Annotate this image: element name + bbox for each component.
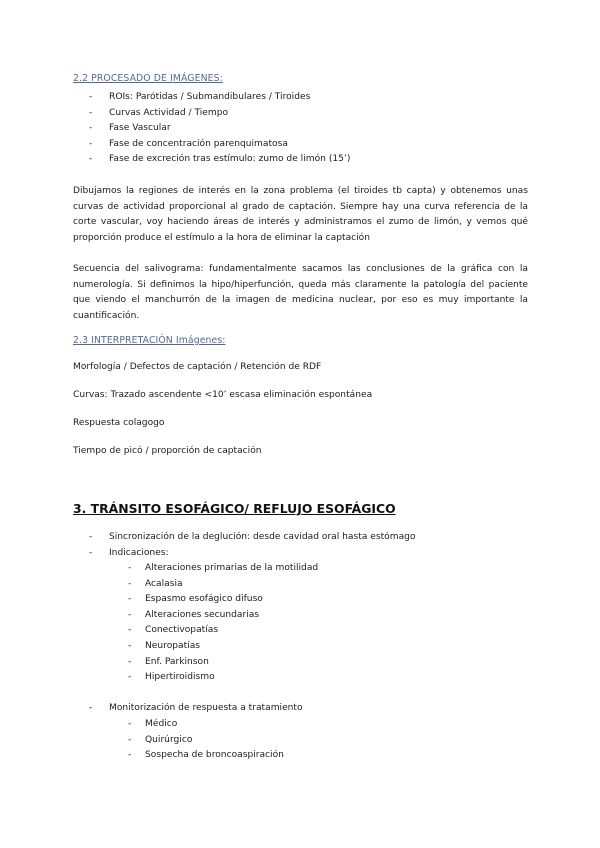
list-item: - ROIs: Parótidas / Submandibulares / Tiroides (109, 90, 350, 106)
list-item: - Neuropatías (145, 639, 318, 655)
section-heading: 2.3 INTERPRETACIÓN Imágenes: (73, 335, 226, 346)
bullet-list (109, 701, 303, 717)
list-item: - Alteraciones primarias de la motilidad (145, 561, 318, 577)
list-item: - Sospecha de broncoaspiración (145, 748, 284, 764)
list-item: - Fase Vascular (109, 121, 350, 137)
list-item: - Indicaciones: (109, 546, 416, 562)
list-item: - Curvas Actividad / Tiempo (109, 106, 350, 122)
list-item: - Sincronización de la deglución: desde cavidad oral hasta estómago (109, 530, 416, 546)
sub-bullet-list (145, 561, 318, 686)
text-line: Tiempo de picó / proporción de captación (73, 446, 262, 456)
bullet-list (109, 90, 350, 168)
list-item: - Conectivopatías (145, 623, 318, 639)
list-item: - Fase de excreción tras estímulo: zumo de limón (15’) (109, 152, 350, 168)
list-item: - Quirúrgico (145, 733, 284, 749)
text-line: Respuesta colagogo (73, 418, 165, 428)
section-heading: 2.2 PROCESADO DE IMÁGENES: (73, 73, 223, 84)
chapter-heading: 3. TRÁNSITO ESOFÁGICO/ REFLUJO ESOFÁGICO (73, 501, 396, 516)
list-item: - Enf. Parkinson (145, 655, 318, 671)
list-item: - Hipertiroidismo (145, 670, 318, 686)
list-item: - Alteraciones secundarias (145, 608, 318, 624)
bullet-list (109, 530, 416, 561)
list-item: - Médico (145, 717, 284, 733)
list-item: - Acalasia (145, 577, 318, 593)
paragraph: Dibujamos la regiones de interés en la zona problema (el tiroides tb capta) y obtenemos unas curvas de actividad proporcional al grado de captación. Siempre hay una curva referencia de la corte vascular, voy haciendo áreas de interés y administramos el zumo de limón, y vemos qué proporción produce el estímulo a la hora de eliminar la captación (73, 186, 528, 243)
paragraph: Secuencia del salivograma: fundamentalmente sacamos las conclusiones de la gráfica con la numerología. Si definimos la hipo/hiperfunción, queda más claramente la patología del paciente que viendo el manchurrón de la imagen de medicina nuclear, por eso es muy importante la cuantificación. (73, 264, 528, 321)
list-item: - Fase de concentración parenquimatosa (109, 137, 350, 153)
sub-bullet-list (145, 717, 284, 764)
list-item: - Espasmo esofágico difuso (145, 592, 318, 608)
list-item: - Monitorización de respuesta a tratamiento (109, 701, 303, 717)
text-line: Morfología / Defectos de captación / Retención de RDF (73, 362, 322, 372)
text-line: Curvas: Trazado ascendente <10’ escasa eliminación espontánea (73, 390, 373, 400)
